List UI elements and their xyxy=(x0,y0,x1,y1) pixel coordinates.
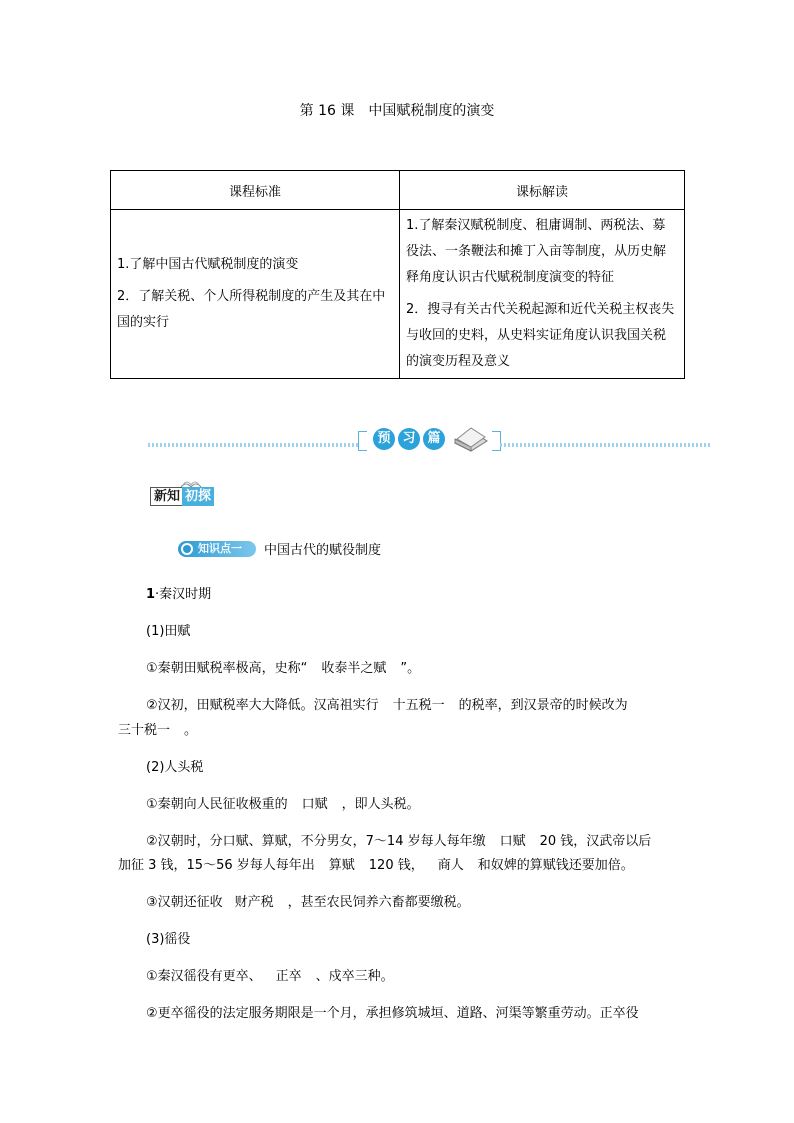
banner-rule xyxy=(500,443,710,447)
banner-char: 习 xyxy=(398,428,420,450)
section-number: 1 xyxy=(146,587,156,602)
fill-blank-answer: 十五税一 xyxy=(392,698,445,713)
interpretation-item: 2．搜寻有关古代关税起源和近代关税主权丧失与收回的史料，从史料实证角度认识我国关税的演变历程及意义 xyxy=(406,302,675,369)
interpretation-item: 1.了解秦汉赋税制度、租庸调制、两税法、募役法、一条鞭法和摊丁入亩等制度，从历史解释角度认识古代赋税制度演变的特征 xyxy=(406,218,667,285)
fill-blank-answer: 三十税一 xyxy=(118,723,171,738)
table-row xyxy=(111,210,685,379)
knowledge-point-tag: 知识点一 xyxy=(198,541,242,555)
badge-part: 新知 xyxy=(150,487,184,506)
paragraph-continued: 加征 3 钱，15～56 岁每人每年出 算赋 120 钱， 商人 和奴婢的算赋钱还要加倍。 xyxy=(118,858,634,873)
knowledge-point-title: 中国古代的赋役制度 xyxy=(264,543,382,558)
table-cell-interpretation xyxy=(400,210,685,379)
fill-blank-answer: 财产税 xyxy=(234,895,274,910)
knowledge-point-label xyxy=(178,541,256,557)
fill-blank-answer: 商人 xyxy=(437,858,464,873)
open-book-icon xyxy=(180,477,202,489)
knowledge-point-heading xyxy=(178,539,382,558)
badge-part: 初探 xyxy=(182,487,214,506)
curriculum-table xyxy=(110,170,685,379)
paragraph: ②汉朝时，分口赋、算赋，不分男女，7～14 岁每人每年缴 口赋 20 钱，汉武帝以后 xyxy=(146,834,652,849)
section-banner xyxy=(148,425,710,455)
paragraph: (3)徭役 xyxy=(146,932,191,947)
page-title: 第 16 课 中国赋税制度的演变 xyxy=(299,103,495,119)
banner-char: 篇 xyxy=(423,428,445,450)
paragraph: (1)田赋 xyxy=(146,624,191,639)
fill-blank-answer: 算赋 xyxy=(328,858,355,873)
paragraph: (2)人头税 xyxy=(146,760,204,775)
paragraph: ②更卒徭役的法定服务期限是一个月，承担修筑城垣、道路、河渠等繁重劳动。正卒役 xyxy=(146,1006,639,1021)
banner-char: 预 xyxy=(373,428,395,450)
banner-rule xyxy=(148,443,358,447)
fill-blank-answer: 正卒 xyxy=(275,969,302,984)
table-cell-standards xyxy=(111,210,400,379)
paragraph: ①秦朝田赋税率极高，史称“ 收泰半之赋 ”。 xyxy=(146,661,421,676)
table-header: 课程标准 xyxy=(111,171,400,210)
new-knowledge-badge xyxy=(150,487,214,507)
standard-item: 2．了解关税、个人所得税制度的产生及其在中国的实行 xyxy=(117,289,386,330)
book-icon xyxy=(453,425,489,453)
paragraph: ②汉初，田赋税率大大降低。汉高祖实行 十五税一 的税率，到汉景帝的时候改为 xyxy=(146,698,628,713)
standard-item: 1.了解中国古代赋税制度的演变 xyxy=(117,257,299,272)
banner-bracket xyxy=(492,431,501,451)
paragraph-continued: 三十税一 。 xyxy=(118,723,198,738)
table-header-row xyxy=(111,171,685,210)
banner-bracket xyxy=(358,431,367,451)
fill-blank-answer: 口赋 xyxy=(499,834,526,849)
fill-blank-answer: 收泰半之赋 xyxy=(321,661,387,676)
section-title: ·秦汉时期 xyxy=(155,587,212,602)
paragraph: ③汉朝还征收 财产税 ，甚至农民饲养六畜都要缴税。 xyxy=(146,895,470,910)
paragraph: ①秦汉徭役有更卒、 正卒 、戍卒三种。 xyxy=(146,969,394,984)
paragraph: ①秦朝向人民征收极重的 口赋 ，即人头税。 xyxy=(146,797,420,812)
section-heading xyxy=(146,583,706,607)
table-header: 课标解读 xyxy=(400,171,685,210)
fill-blank-answer: 口赋 xyxy=(301,797,328,812)
bullet-icon xyxy=(181,543,193,555)
